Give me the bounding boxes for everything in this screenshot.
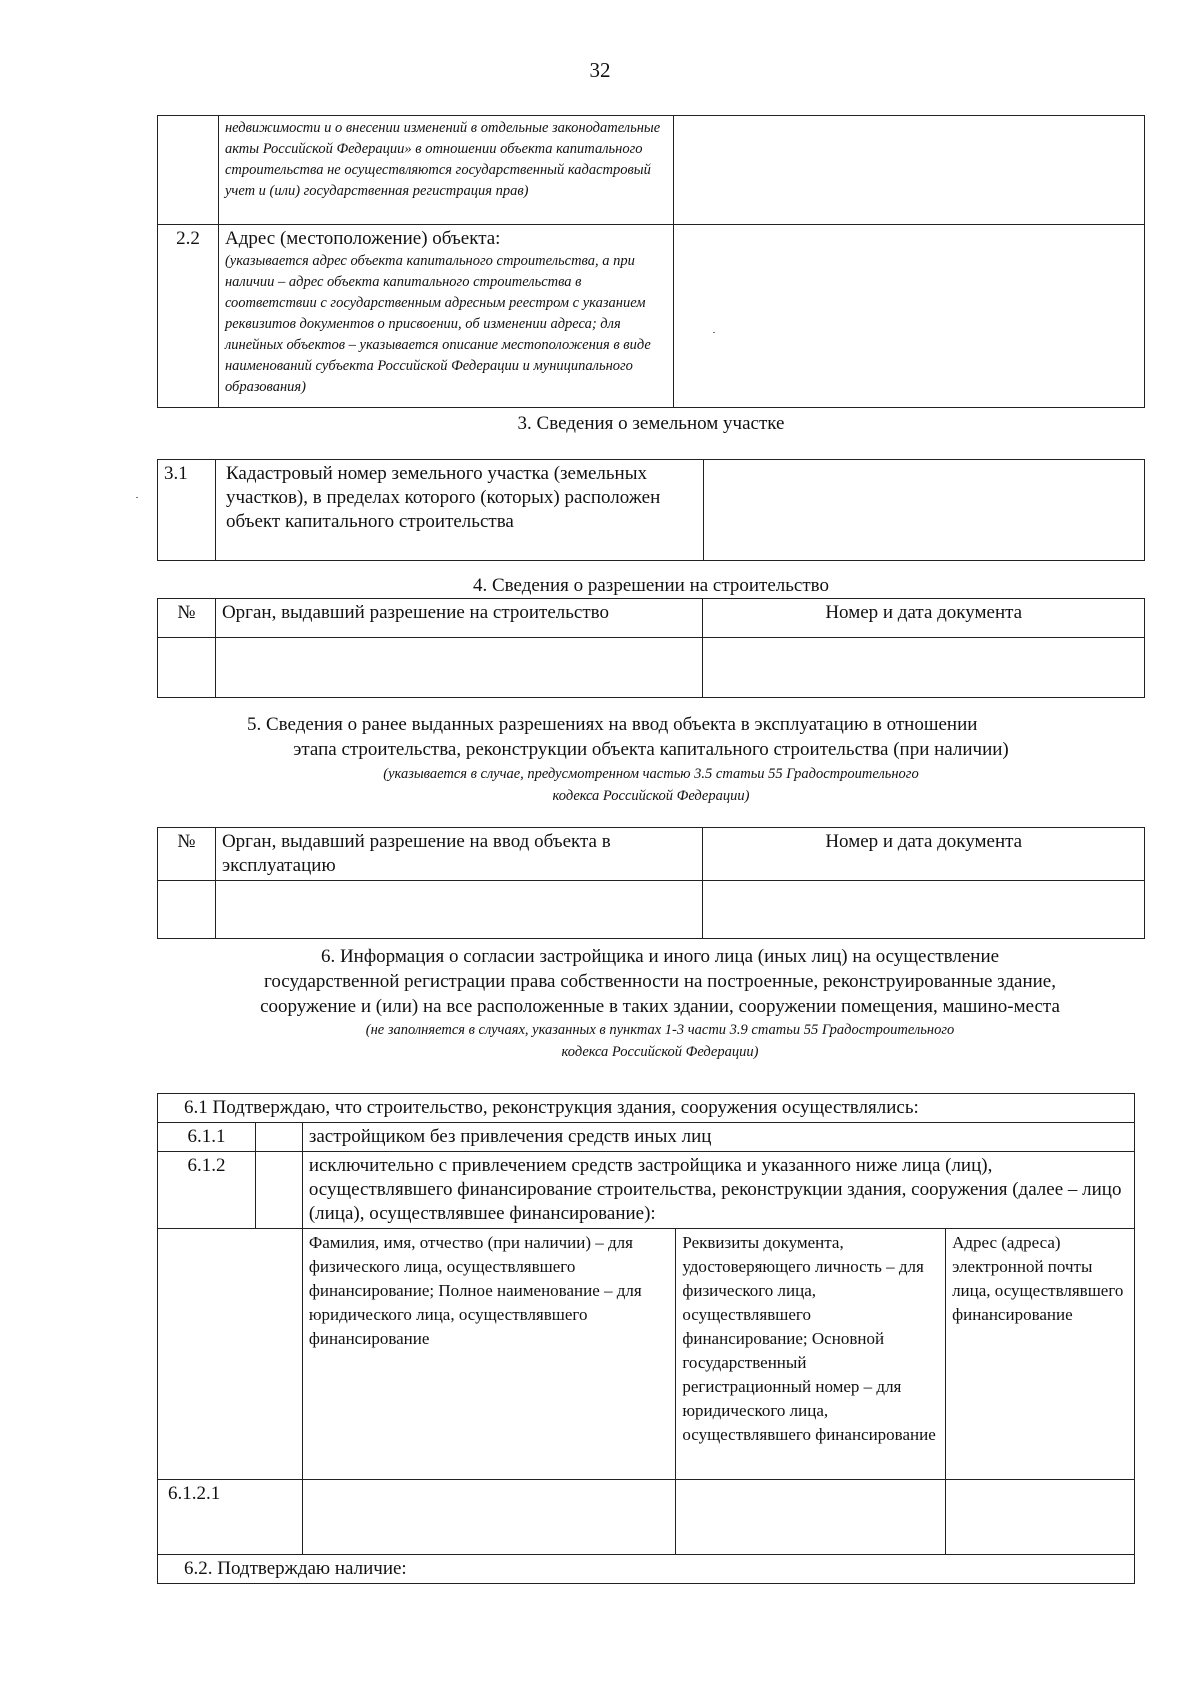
section-5-note-line2: кодекса Российской Федерации) <box>552 788 750 804</box>
address-note: (указывается адрес объекта капитального строительства, а при наличии – адрес объекта капитального строительства в соответствии с государственным адресным реестром с указанием реквизитов документов о присвоении, об изменении адреса; для линейных объектов – указывается описание местоположения в виде наименований субъекта Российской Федерации и муниципального образования) <box>224 253 651 395</box>
column-header-organ: Орган, выдавший разрешение на строительство <box>215 599 703 638</box>
section-6-title-line3: сооружение и (или) на все расположенные в таких здании, сооружении помещения, машино-места <box>260 996 1060 1017</box>
requisites-cell[interactable] <box>676 1480 946 1555</box>
number-cell[interactable] <box>158 881 216 939</box>
table-row <box>158 638 1145 698</box>
column-header-document: Номер и дата документа <box>703 828 1145 881</box>
empty-header-cell <box>158 1229 303 1480</box>
column-header-requisites: Реквизиты документа, удостоверяющего личность – для физического лица, осуществлявшего финансирование; Основной государственный регистрационный номер – для юридического лица, осуществлявшего финансирование <box>676 1229 946 1480</box>
table-row <box>158 460 1145 561</box>
checkbox-cell-6-1-1[interactable] <box>255 1123 302 1152</box>
organ-cell[interactable] <box>215 881 703 939</box>
section-5-title-line1: 5. Сведения о ранее выданных разрешениях на ввод объекта в эксплуатацию в отношении <box>247 714 978 735</box>
land-plot-table <box>157 459 1145 561</box>
row-number: 2.2 <box>158 225 219 408</box>
column-header-fio: Фамилия, имя, отчество (при наличии) – для физического лица, осуществлявшего финансирование; Полное наименование – для юридического лица, осуществлявшего финансирование <box>302 1229 676 1480</box>
value-cell[interactable] <box>673 116 1144 225</box>
table-header-row <box>158 599 1145 638</box>
column-header-email: Адрес (адреса) электронной почты лица, осуществлявшего финансирование <box>946 1229 1135 1480</box>
number-cell[interactable] <box>158 638 216 698</box>
row-number <box>158 116 219 225</box>
table-row <box>158 116 1145 225</box>
option-developer-only: застройщиком без привлечения средств иных лиц <box>302 1123 1134 1152</box>
address-value-cell[interactable] <box>673 225 1144 408</box>
address-label: Адрес (местоположение) объекта: <box>224 228 501 249</box>
table-row <box>158 881 1145 939</box>
section-3-title: 3. Сведения о земельном участке <box>517 413 785 434</box>
section-6-note-line1: (не заполняется в случаях, указанных в пунктах 1-3 части 3.9 статьи 55 Градостроительного <box>365 1022 955 1038</box>
previous-permits-table <box>157 827 1145 939</box>
confirm-financing-row: 6.1 Подтверждаю, что строительство, реконструкция здания, сооружения осуществлялись: <box>158 1094 1135 1123</box>
document-cell[interactable] <box>703 881 1145 939</box>
column-header-number: № <box>158 828 216 881</box>
consent-table <box>157 1093 1135 1584</box>
scan-artifact <box>136 497 138 498</box>
table-row <box>158 1480 1135 1555</box>
section-4-title: 4. Сведения о разрешении на строительство <box>472 575 830 596</box>
section-5-title-line2: этапа строительства, реконструкции объекта капитального строительства (при наличии) <box>293 739 1009 760</box>
table-header-row <box>158 1229 1135 1480</box>
section-5-note-line1: (указывается в случае, предусмотренном частью 3.5 статьи 55 Градостроительного <box>383 766 919 782</box>
object-info-table <box>157 115 1145 408</box>
row-note: недвижимости и о внесении изменений в отдельные законодательные акты Российской Федерации» в отношении объекта капитального строительства не осуществляются государственный кадастровый учет и (или) государственная регистрация прав) <box>218 116 673 225</box>
option-with-financing: исключительно с привлечением средств застройщика и указанного ниже лица (лиц), осуществлявшего финансирование строительства, реконструкции здания, сооружения (далее – лицо (лица), осуществлявшее финансирование): <box>302 1152 1134 1229</box>
column-header-document: Номер и дата документа <box>703 599 1145 638</box>
table-row <box>158 1152 1135 1229</box>
column-header-number: № <box>158 599 216 638</box>
organ-cell[interactable] <box>215 638 703 698</box>
table-row <box>158 225 1145 408</box>
section-6-title-line1: 6. Информация о согласии застройщика и иного лица (иных лиц) на осуществление <box>320 946 1000 967</box>
fio-cell[interactable] <box>302 1480 676 1555</box>
scan-artifact <box>713 332 715 333</box>
checkbox-cell-6-1-2[interactable] <box>255 1152 302 1229</box>
table-row <box>158 1094 1135 1123</box>
row-number: 6.1.2.1 <box>158 1480 303 1555</box>
email-cell[interactable] <box>946 1480 1135 1555</box>
construction-permit-table <box>157 598 1145 698</box>
section-6-title-line2: государственной регистрации права собственности на построенные, реконструированные здание, <box>264 971 1056 992</box>
table-row <box>158 1555 1135 1584</box>
row-number: 6.1.1 <box>158 1123 256 1152</box>
table-row <box>158 1123 1135 1152</box>
cadastral-number-label: Кадастровый номер земельного участка (земельных участков), в пределах которого (которых) расположен объект капитального строительства <box>215 460 703 561</box>
page-number: 32 <box>589 58 611 82</box>
table-header-row <box>158 828 1145 881</box>
document-cell[interactable] <box>703 638 1145 698</box>
row-number: 3.1 <box>158 460 216 561</box>
confirm-availability-row: 6.2. Подтверждаю наличие: <box>158 1555 1135 1584</box>
cadastral-number-value[interactable] <box>703 460 1144 561</box>
section-6-note-line2: кодекса Российской Федерации) <box>561 1044 759 1060</box>
row-number: 6.1.2 <box>158 1152 256 1229</box>
column-header-organ: Орган, выдавший разрешение на ввод объекта в эксплуатацию <box>215 828 703 881</box>
